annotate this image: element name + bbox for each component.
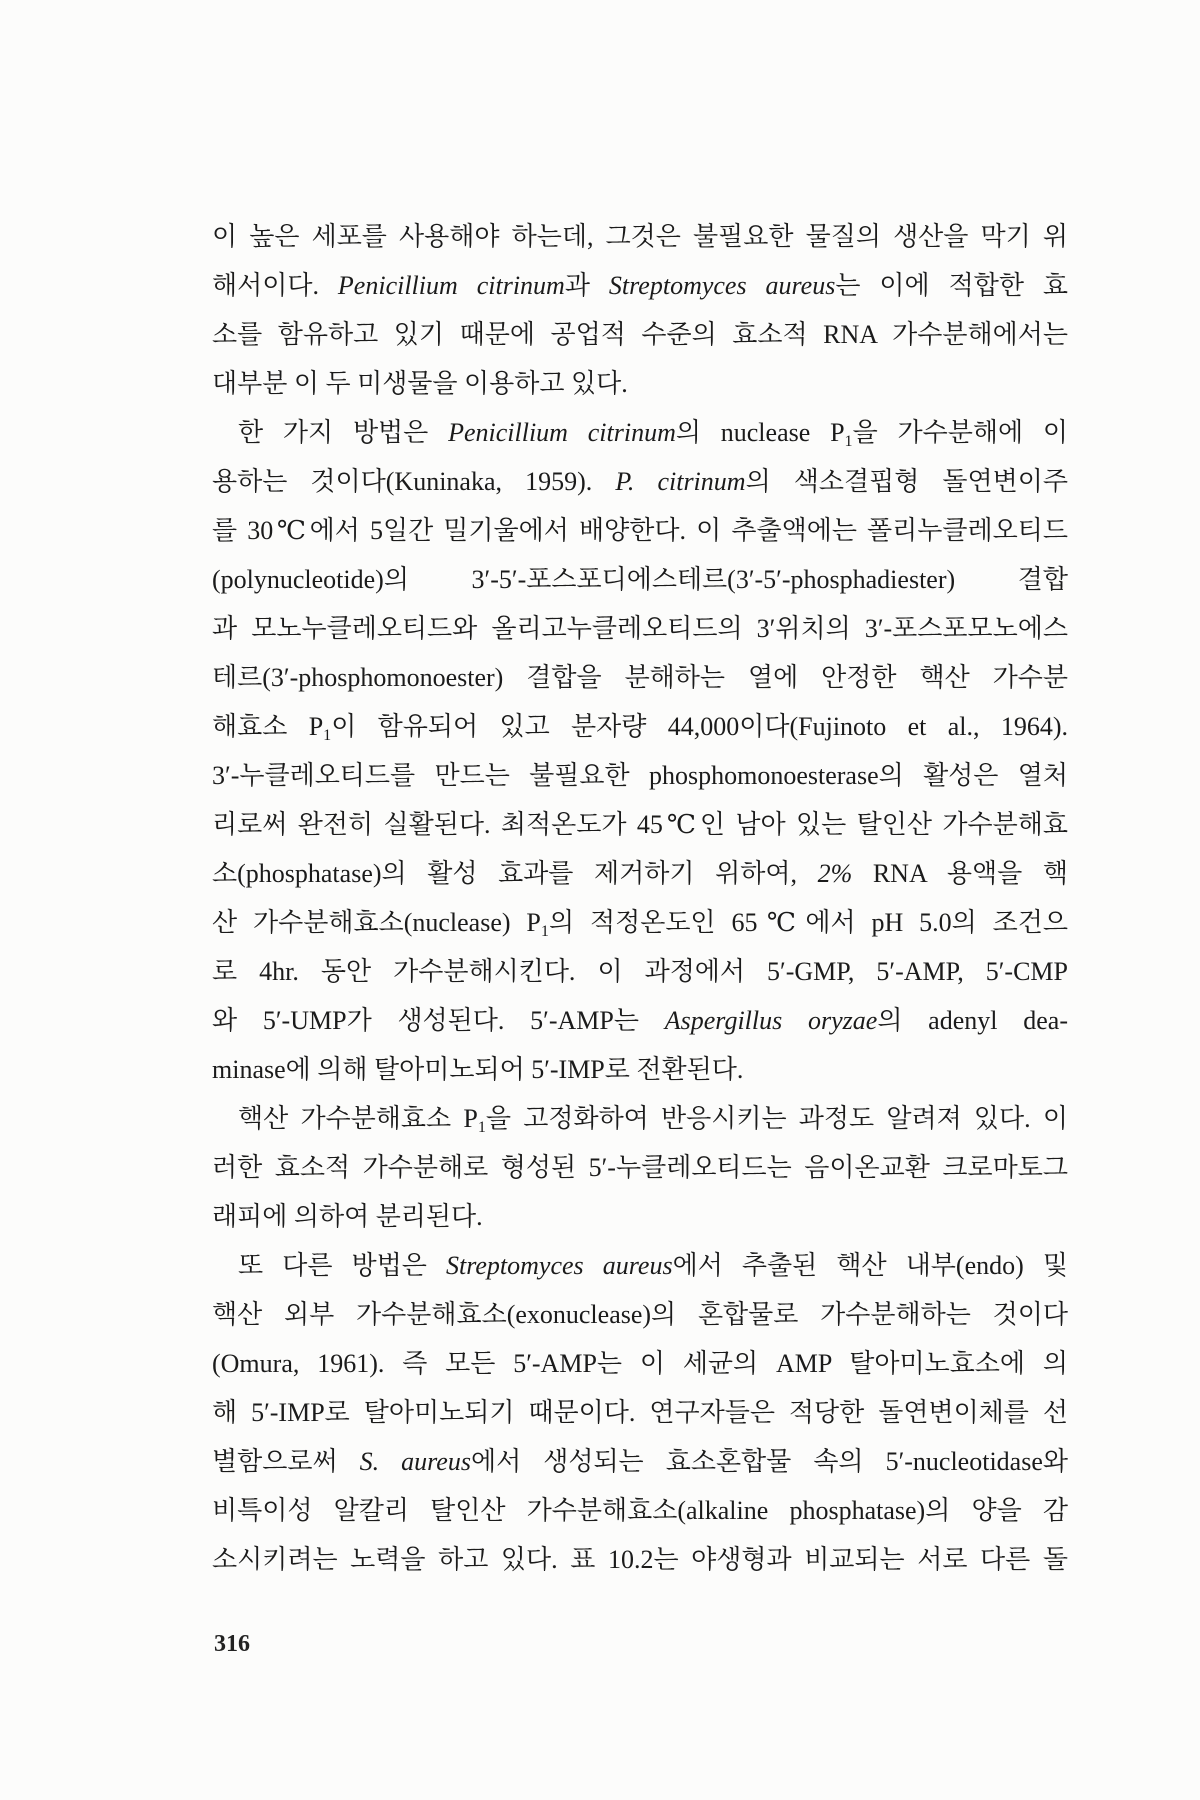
text-run: 소를 함유하고 있기 때문에 공업적 수준의 효소적 RNA 가수분해에서는 — [212, 320, 1068, 349]
text-run: 를 30℃에서 5일간 밀기울에서 배양한다. 이 추출액에는 폴리누클레오티드 — [212, 516, 1068, 545]
text-run: 와 5′-UMP가 생성된다. 5′-AMP는 — [212, 1006, 665, 1035]
text-run: 또 다른 방법은 — [238, 1251, 446, 1280]
text-line — [212, 1437, 1068, 1486]
subscript: 1 — [323, 727, 332, 745]
text-line — [212, 1241, 1068, 1290]
text-run: 의 적정온도인 65℃에서 pH 5.0의 조건으 — [548, 908, 1068, 937]
text-run: 산 가수분해효소(nuclease) P — [212, 908, 541, 937]
text-run: minase에 의해 탈아미노되어 5′-IMP로 전환된다. — [212, 1055, 744, 1084]
paragraph — [212, 408, 1068, 1094]
text-run: (polynucleotide)의 3′-5′-포스포디에스테르(3′-5′-phosphadiester) 결합 — [212, 565, 1068, 594]
italic-text: Streptomyces aureus — [446, 1251, 673, 1280]
text-run: 에서 추출된 핵산 내부(endo) 및 — [672, 1251, 1068, 1280]
paragraph — [212, 212, 1068, 408]
text-line — [212, 1094, 1068, 1143]
paragraph — [212, 1241, 1068, 1584]
page-number: 316 — [214, 1631, 250, 1657]
text-run: 의 nuclease P — [675, 418, 845, 447]
text-run: (Omura, 1961). 즉 모든 5′-AMP는 이 세균의 AMP 탈아미노효소에 의 — [212, 1349, 1068, 1378]
text-line — [212, 408, 1068, 457]
text-run: 는 이에 적합한 효 — [835, 271, 1069, 300]
text-line — [212, 800, 1068, 849]
text-line — [212, 212, 1068, 261]
text-run: 로 4hr. 동안 가수분해시킨다. 이 과정에서 5′-GMP, 5′-AMP, 5′-CMP — [212, 957, 1068, 986]
text-line — [212, 457, 1068, 506]
text-line — [212, 849, 1068, 898]
body-text — [212, 212, 1068, 1584]
paragraph — [212, 1094, 1068, 1241]
text-line — [212, 751, 1068, 800]
text-run: 리로써 완전히 실활된다. 최적온도가 45℃인 남아 있는 탈인산 가수분해효 — [212, 810, 1068, 839]
italic-text: P. citrinum — [615, 467, 746, 496]
text-line — [212, 1339, 1068, 1388]
text-run: 대부분 이 두 미생물을 이용하고 있다. — [212, 369, 628, 398]
text-run: 해효소 P — [212, 712, 324, 741]
text-line — [212, 1192, 1068, 1241]
text-run: 을 고정화하여 반응시키는 과정도 알려져 있다. 이 — [485, 1104, 1069, 1133]
subscript: 1 — [540, 923, 549, 941]
text-line — [212, 359, 1068, 408]
italic-text: S. aureus — [359, 1447, 471, 1476]
italic-text: Penicillium citrinum — [337, 271, 565, 300]
text-run: 과 — [564, 271, 609, 300]
text-line — [212, 1535, 1068, 1584]
text-line — [212, 555, 1068, 604]
text-line — [212, 1143, 1068, 1192]
text-line — [212, 653, 1068, 702]
text-line — [212, 996, 1068, 1045]
text-run: 테르(3′-phosphomonoester) 결합을 분해하는 열에 안정한 핵산 가수분 — [212, 663, 1068, 692]
text-run: 해 5′-IMP로 탈아미노되기 때문이다. 연구자들은 적당한 돌연변이체를 선 — [212, 1398, 1068, 1427]
text-line — [212, 604, 1068, 653]
text-run: 3′-누클레오티드를 만드는 불필요한 phosphomonoesterase의 활성은 열처 — [212, 761, 1068, 790]
text-line — [212, 261, 1068, 310]
text-line — [212, 1290, 1068, 1339]
text-line — [212, 898, 1068, 947]
text-run: 핵산 외부 가수분해효소(exonuclease)의 혼합물로 가수분해하는 것이다 — [212, 1300, 1068, 1329]
text-run: 용하는 것이다(Kuninaka, 1959). — [212, 467, 616, 496]
text-run: 러한 효소적 가수분해로 형성된 5′-누클레오티드는 음이온교환 크로마토그 — [212, 1153, 1068, 1182]
subscript: 1 — [844, 433, 853, 451]
text-line — [212, 947, 1068, 996]
subscript: 1 — [477, 1119, 486, 1137]
text-run: 이 함유되어 있고 분자량 44,000이다(Fujinoto et al., 1964). — [331, 712, 1068, 741]
text-run: 해서이다. — [212, 271, 338, 300]
text-run: 래피에 의하여 분리된다. — [212, 1202, 483, 1231]
text-run: 의 adenyl dea- — [877, 1006, 1068, 1035]
text-line — [212, 310, 1068, 359]
text-line — [212, 1388, 1068, 1437]
text-run: 을 가수분해에 이 — [852, 418, 1068, 447]
text-run: 비특이성 알칼리 탈인산 가수분해효소(alkaline phosphatase)의 양을 감 — [212, 1496, 1068, 1525]
text-line — [212, 702, 1068, 751]
text-run: RNA 용액을 핵 — [852, 859, 1068, 888]
italic-text: Streptomyces aureus — [608, 271, 836, 300]
italic-text: Penicillium citrinum — [448, 418, 676, 447]
text-run: 에서 생성되는 효소혼합물 속의 5′-nucleotidase와 — [470, 1447, 1068, 1476]
text-run: 과 모노누클레오티드와 올리고누클레오티드의 3′위치의 3′-포스포모노에스 — [212, 614, 1068, 643]
text-run: 소시키려는 노력을 하고 있다. 표 10.2는 야생형과 비교되는 서로 다른 돌 — [212, 1545, 1068, 1574]
text-run: 이 높은 세포를 사용해야 하는데, 그것은 불필요한 물질의 생산을 막기 위 — [212, 222, 1068, 251]
text-run: 핵산 가수분해효소 P — [238, 1104, 478, 1133]
text-line — [212, 506, 1068, 555]
text-line — [212, 1045, 1068, 1094]
text-run: 한 가지 방법은 — [238, 418, 449, 447]
italic-text: 2% — [817, 859, 853, 888]
text-run: 소(phosphatase)의 활성 효과를 제거하기 위하여, — [212, 859, 818, 888]
text-run: 의 색소결핍형 돌연변이주 — [745, 467, 1069, 496]
text-line — [212, 1486, 1068, 1535]
italic-text: Aspergillus oryzae — [664, 1006, 878, 1035]
text-run: 별함으로써 — [212, 1447, 360, 1476]
